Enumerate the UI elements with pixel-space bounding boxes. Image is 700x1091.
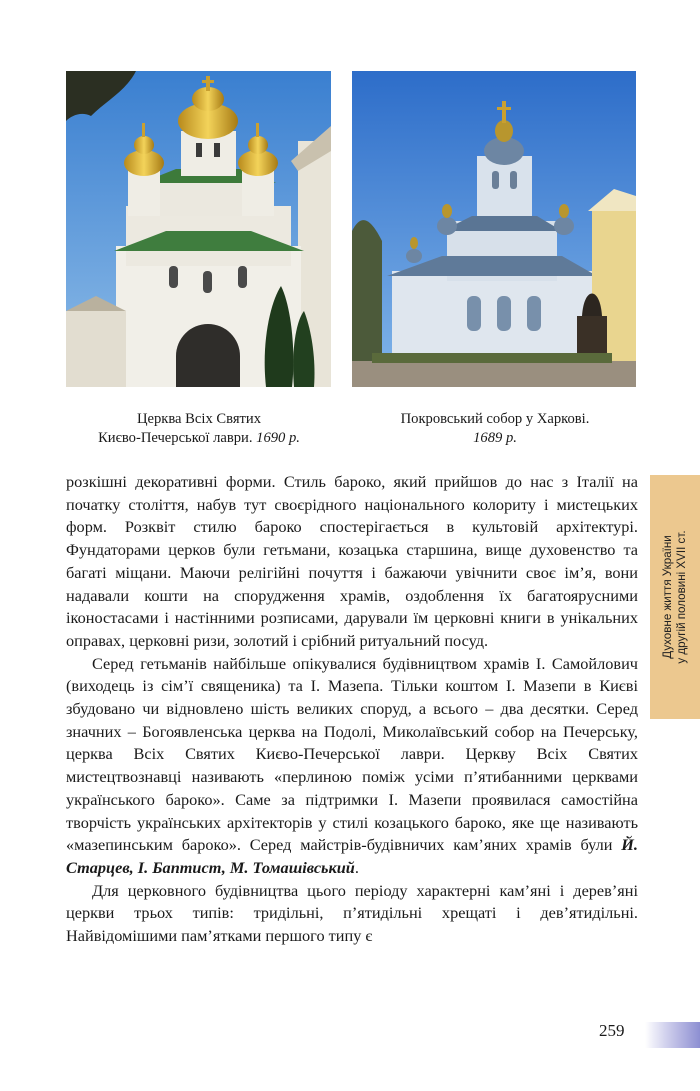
chapter-side-tab-text (661, 530, 689, 663)
paragraph-2-text: Серед гетьманів найбільше опікувалися будівництвом храмів І. Самойлович (виходець із сім’ї священика) та І. Мазепа. Тільки коштом І. Мазепи в Києві збудовано чи відновлено шість великих споруд, а всього – два десятки. Серед значних – Богоявленська церква на Подолі, Миколаївський собор на Печерську, церква Всіх Святих Києво-Печерської лаври. Церкву Всіх Святих мистецтвознавці називають «перлиною поміж усіми п’ятибанними церквами українського бароко». Саме за підтримки І. Мазепи проявилася самостійна творчість українських архітекторів у стилі козацького бароко, яке ще називають «мазепинським бароко». Серед майстрів-будівничих кам’яних храмів були (66, 653, 638, 855)
caption-right (350, 410, 640, 448)
architect-names: Й. Старцев, І. Баптист, М. Томашівський (66, 835, 638, 877)
paragraph-2 (66, 653, 638, 880)
caption-left (60, 410, 338, 448)
page-corner-bar (645, 1022, 700, 1048)
main-text (66, 471, 638, 948)
paragraph-1: розкішні декоративні форми. Стиль бароко, який прийшов до нас з Італії на початку століття, набув тут своєрідного національного колориту і мистецьких форм. Розквіт стилю бароко спостерігається в культовій архітектурі. Фундаторами церков були гетьмани, козацька старшина, вище духовенство та багаті міщани. Маючи релігійні почуття і бажаючи увічнити своє ім’я, вони надавали кошти на спорудження храмів, оздоблення їх багатоярусними іконостасами і настінними розписами, дарували їм церковні книги в унікальних оправах, церковні ризи, золотий і срібний ритуальний посуд. (66, 472, 638, 650)
caption-right-line1: Покровський собор у Харкові. (400, 411, 590, 427)
page-number: 259 (599, 1021, 625, 1040)
paragraph-3: Для церковного будівництва цього періоду характерні кам’яні і дерев’яні церкви трьох типів: тридільні, п’ятидільні хрещаті і дев’ятидільні. Найвідомішими пам’ятками першого типу є (66, 880, 638, 946)
chapter-side-tab (650, 475, 700, 719)
chapter-side-tab-line1: Духовне життя України (661, 535, 674, 659)
paragraph-2-end: . (354, 857, 359, 877)
pokrovsky-cathedral-photo (352, 71, 636, 387)
chapter-side-tab-line2: у другій половині XVII ст. (675, 530, 688, 664)
caption-left-year: 1690 р. (256, 430, 300, 446)
caption-right-year: 1689 р. (473, 430, 517, 446)
caption-left-place: Києво-Печерської лаври. (98, 430, 253, 446)
caption-left-line2 (60, 429, 338, 448)
church-of-all-saints-photo (66, 71, 331, 387)
caption-left-line1: Церква Всіх Святих (136, 411, 262, 427)
